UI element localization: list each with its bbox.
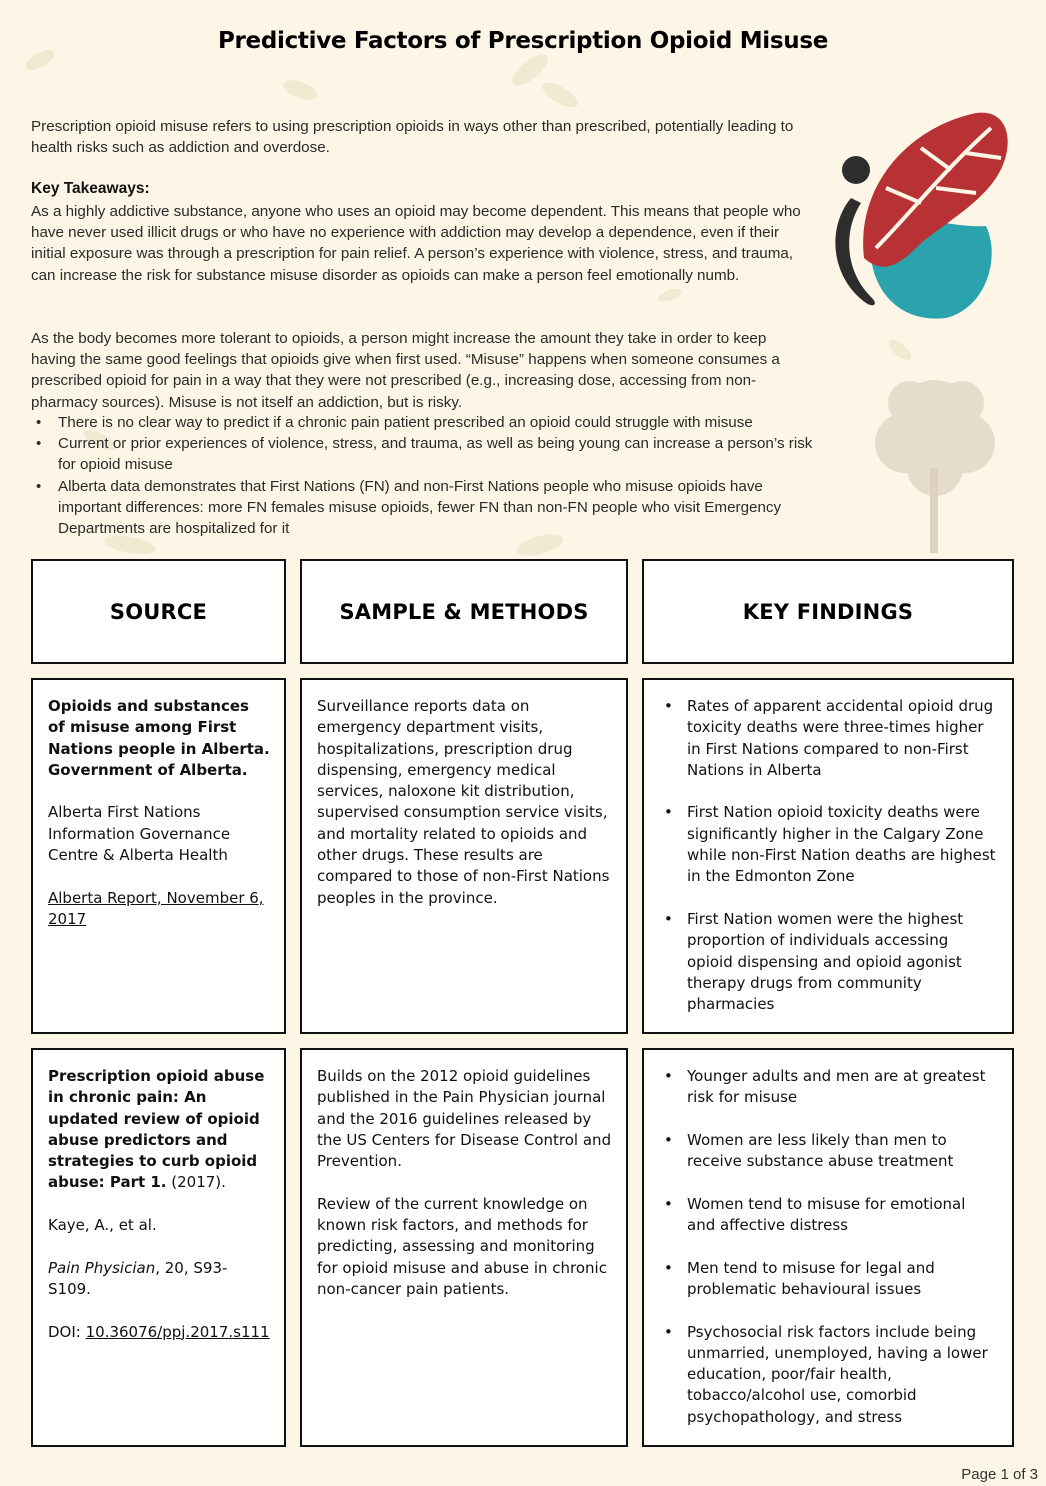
list-item: • First Nation women were the highest proportion of individuals accessing opioid dispensing and opioid agonist therapy drugs from community pharmacies	[659, 909, 998, 1015]
findings-cell-row2	[642, 1048, 1014, 1447]
organization-logo	[826, 108, 1016, 323]
doi-label: DOI:	[48, 1322, 86, 1341]
findings-cell-row1	[642, 678, 1014, 1034]
source-citation	[48, 1258, 270, 1301]
doi-link[interactable]: 10.36076/ppj.2017.s111	[85, 1322, 270, 1341]
list-item: • Men tend to misuse for legal and problematic behavioural issues	[659, 1258, 998, 1301]
list-item: • There is no clear way to predict if a chronic pain patient prescribed an opioid could struggle with misuse	[31, 412, 821, 433]
list-item: • Women are less likely than men to receive substance abuse treatment	[659, 1130, 998, 1173]
list-item: • Women tend to misuse for emotional and affective distress	[659, 1194, 998, 1237]
source-report-link[interactable]: Alberta Report, November 6, 2017	[48, 888, 264, 928]
key-takeaways-text: As a highly addictive substance, anyone who uses an opioid may become dependent. This means that people who have never used illicit drugs or who have no experience with addiction may develop a dependence, even if their initial exposure was through a prescription for pain relief. A person’s experience with violence, stress, and trauma, can increase the risk for substance misuse disorder as opioids can make a person feel emotionally numb.	[31, 203, 801, 284]
methods-text: Builds on the 2012 opioid guidelines published in the Pain Physician journal and the 2016 guidelines released by the US Centers for Disease Control and Prevention.	[317, 1067, 612, 1171]
tolerance-paragraph: As the body becomes more tolerant to opioids, a person might increase the amount they take in order to keep having the same good feelings that opioids give when first used. “Misuse” happens when someone consumes a prescribed opioid for pain in a way that they were not prescribed (e.g., increasing dose, accessing from non-pharmacy sources). Misuse is not itself an addiction, but is risky.	[31, 330, 780, 411]
findings-list	[659, 1066, 998, 1428]
page-title: Predictive Factors of Prescription Opioid Misuse	[217, 28, 829, 54]
page-number: Page 1 of 3	[961, 1466, 1038, 1483]
journal-name: Pain Physician	[48, 1258, 156, 1277]
methods-text: Review of the current knowledge on known risk factors, and methods for predicting, assessing and monitoring for opioid misuse and abuse in chronic non-cancer pain patients.	[317, 1194, 607, 1298]
citation-details: , 20, S93-S109.	[48, 1258, 228, 1298]
methods-cell-row2	[300, 1048, 628, 1447]
tree-decoration	[850, 358, 1020, 558]
source-cell-row2	[31, 1048, 286, 1447]
list-item: • Psychosocial risk factors include being unmarried, unemployed, having a lower education, poor/fair health, tobacco/alcohol use, comorbid psychopathology, and stress	[659, 1322, 998, 1428]
intro-paragraph: Prescription opioid misuse refers to using prescription opioids in ways other than prescribed, potentially leading to health risks such as addiction and overdose.	[31, 118, 794, 157]
source-authors: Kaye, A., et al.	[48, 1216, 157, 1235]
list-item: • Younger adults and men are at greatest risk for misuse	[659, 1066, 998, 1109]
list-item: • First Nation opioid toxicity deaths were significantly higher in the Calgary Zone while non-First Nation deaths are highest in the Edmonton Zone	[659, 802, 998, 887]
methods-text: Surveillance reports data on emergency department visits, hospitalizations, prescription drug dispensing, emergency medical services, naloxone kit distribution, supervised consumption service visits, and mortality related to opioids and other drugs. These results are compared to those of non-First Nations peoples in the province.	[317, 697, 610, 907]
source-title-line	[48, 1066, 270, 1194]
list-item: • Current or prior experiences of violence, stress, and trauma, as well as being young can increase a person’s risk for opioid misuse	[31, 433, 821, 475]
source-title: Opioids and substances of misuse among First Nations people in Alberta. Government of Alberta.	[48, 697, 270, 779]
header-sample-methods: SAMPLE & METHODS	[300, 559, 628, 664]
source-title: Prescription opioid abuse in chronic pain: An updated review of opioid abuse predictors and strategies to curb opioid abuse: Part 1.	[48, 1067, 265, 1192]
source-year: (2017).	[166, 1173, 226, 1192]
header-source: SOURCE	[31, 559, 286, 664]
source-doi	[48, 1322, 270, 1343]
header-key-findings: KEY FINDINGS	[642, 559, 1014, 664]
findings-list	[659, 696, 998, 1015]
methods-cell-row1	[300, 678, 628, 1034]
source-authors: Alberta First Nations Information Governance Centre & Alberta Health	[48, 803, 231, 865]
summary-bullet-list	[31, 412, 821, 539]
list-item: • Rates of apparent accidental opioid drug toxicity deaths were three-times higher in First Nations compared to non-First Nations in Alberta	[659, 696, 998, 781]
source-cell-row1	[31, 678, 286, 1034]
key-takeaways-heading: Key Takeaways:	[31, 180, 150, 197]
list-item: • Alberta data demonstrates that First Nations (FN) and non-First Nations people who misuse opioids have important differences: more FN females misuse opioids, fewer FN than non-FN people who visit Emergency Departments are hospitalized for it	[31, 476, 821, 540]
